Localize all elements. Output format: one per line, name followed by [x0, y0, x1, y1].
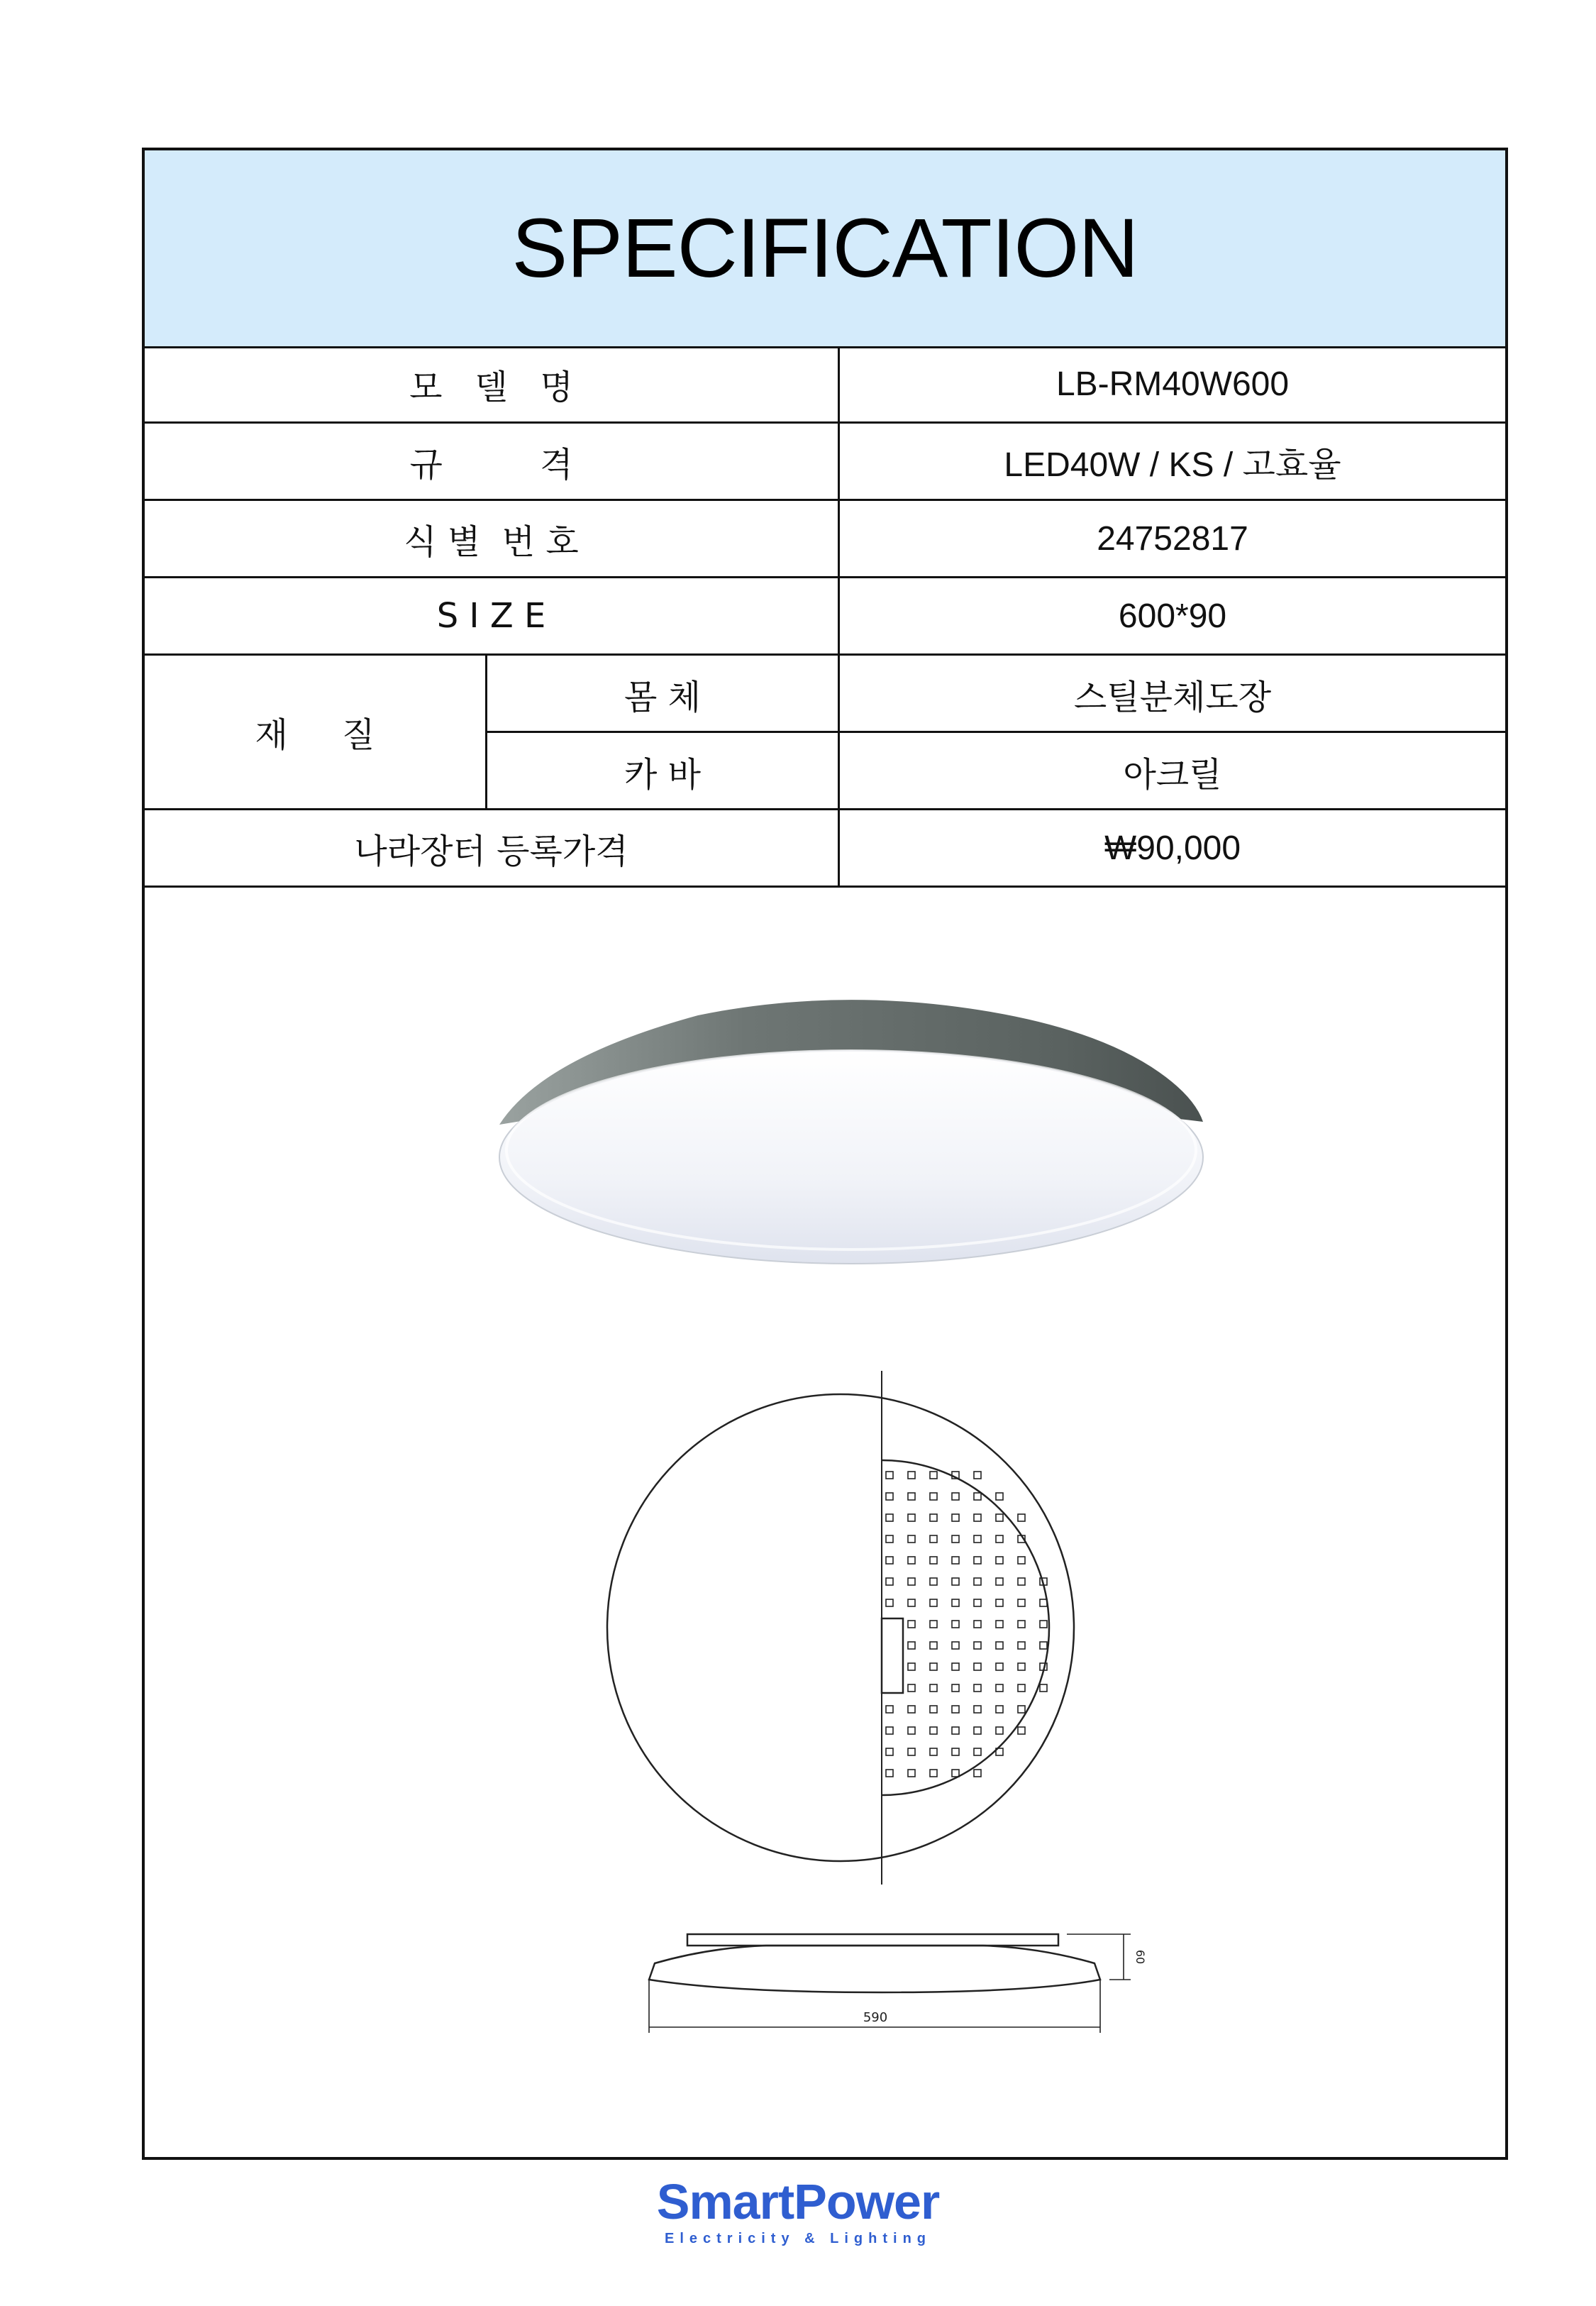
led-dot: [952, 1535, 959, 1543]
spec-table: [145, 346, 1505, 888]
led-dot: [930, 1557, 937, 1564]
page-title: SPECIFICATION: [511, 202, 1138, 295]
led-dot: [996, 1557, 1003, 1564]
row-standard: [145, 424, 1505, 501]
led-dot: [974, 1684, 981, 1692]
led-dot: [1018, 1684, 1025, 1692]
led-dot: [1018, 1727, 1025, 1734]
logo-tagline: Electricity & Lighting: [664, 2231, 932, 2246]
led-dot: [908, 1535, 915, 1543]
led-dot: [1018, 1514, 1025, 1521]
led-dot: [1040, 1642, 1047, 1649]
size-value: 600*90: [1118, 597, 1227, 635]
spec-sheet: [142, 148, 1508, 2160]
led-dot: [908, 1663, 915, 1670]
led-dot: [886, 1599, 893, 1606]
led-dot: [952, 1493, 959, 1500]
product-photo: [499, 1000, 1203, 1264]
led-dot: [908, 1727, 915, 1734]
led-dot: [908, 1578, 915, 1585]
title-band: [145, 150, 1505, 348]
led-dot: [908, 1684, 915, 1692]
led-dot: [908, 1514, 915, 1521]
led-dot: [1040, 1599, 1047, 1606]
row-model: [145, 346, 1505, 424]
led-dot: [886, 1493, 893, 1500]
led-dot: [886, 1770, 893, 1777]
led-dot: [974, 1557, 981, 1564]
led-dot: [952, 1748, 959, 1755]
led-dot: [952, 1770, 959, 1777]
price-value: ₩90,000: [1104, 829, 1241, 867]
led-dot: [974, 1493, 981, 1500]
model-value: LB-RM40W600: [1055, 365, 1290, 403]
led-dot: [1018, 1642, 1025, 1649]
led-dot: [952, 1557, 959, 1564]
led-dot: [930, 1599, 937, 1606]
plan-view-drawing: [607, 1371, 1074, 1885]
led-dot: [886, 1535, 893, 1543]
row-size: [145, 578, 1505, 656]
led-dot: [974, 1642, 981, 1649]
led-dot: [996, 1514, 1003, 1521]
led-dot: [1040, 1621, 1047, 1628]
led-dot: [908, 1642, 915, 1649]
led-dot: [1018, 1706, 1025, 1713]
led-dot: [1018, 1663, 1025, 1670]
standard-value: LED40W / KS / 고효율: [1004, 446, 1341, 484]
led-dot: [952, 1727, 959, 1734]
led-dot: [996, 1621, 1003, 1628]
led-dot: [1018, 1599, 1025, 1606]
led-dot: [996, 1684, 1003, 1692]
material-cover-label: 카 바: [487, 733, 840, 810]
led-dot: [974, 1727, 981, 1734]
led-dot: [930, 1621, 937, 1628]
led-dot: [996, 1493, 1003, 1500]
material-body-label: 몸 체: [487, 656, 840, 733]
led-dot: [952, 1706, 959, 1713]
row-price: [145, 810, 1505, 888]
led-dot: [974, 1472, 981, 1479]
led-dot: [996, 1599, 1003, 1606]
led-dot: [974, 1663, 981, 1670]
material-body-value: 스틸분체도장: [1073, 678, 1272, 717]
led-dot: [930, 1642, 937, 1649]
product-drawings: [145, 895, 1505, 2158]
led-dot-grid: [886, 1472, 1047, 1777]
led-dot: [1040, 1684, 1047, 1692]
material-label: 재 질: [145, 656, 487, 808]
led-dot: [886, 1706, 893, 1713]
led-dot: [930, 1578, 937, 1585]
led-dot: [886, 1727, 893, 1734]
led-dot: [930, 1472, 937, 1479]
led-dot: [908, 1706, 915, 1713]
led-dot: [930, 1514, 937, 1521]
led-dot: [908, 1493, 915, 1500]
row-id-number: [145, 501, 1505, 578]
led-dot: [996, 1706, 1003, 1713]
led-dot: [974, 1578, 981, 1585]
product-illustrations: [145, 895, 1505, 2158]
led-dot: [952, 1599, 959, 1606]
led-dot: [974, 1599, 981, 1606]
id-number-value: 24752817: [1097, 519, 1248, 558]
material-cover-value: 아크릴: [1123, 755, 1222, 795]
led-dot: [886, 1472, 893, 1479]
led-dot: [930, 1727, 937, 1734]
logo-wordmark: SmartPower: [656, 2174, 940, 2229]
led-dot: [886, 1748, 893, 1755]
led-dot: [974, 1514, 981, 1521]
led-dot: [996, 1535, 1003, 1543]
led-dot: [1018, 1621, 1025, 1628]
led-dot: [952, 1663, 959, 1670]
led-dot: [908, 1599, 915, 1606]
standard-label: 규 격: [145, 424, 840, 499]
led-dot: [930, 1684, 937, 1692]
led-dot: [908, 1621, 915, 1628]
led-dot: [974, 1748, 981, 1755]
led-dot: [952, 1578, 959, 1585]
id-number-label: 식 별 번 호: [145, 501, 840, 576]
led-dot: [930, 1706, 937, 1713]
led-dot: [930, 1493, 937, 1500]
row-material: [145, 656, 1505, 810]
led-dot: [1018, 1557, 1025, 1564]
led-dot: [908, 1557, 915, 1564]
led-dot: [908, 1770, 915, 1777]
side-view-drawing: [649, 1934, 1131, 2033]
led-dot: [952, 1684, 959, 1692]
led-dot: [908, 1472, 915, 1479]
size-label: S I Z E: [145, 578, 840, 653]
led-dot: [996, 1663, 1003, 1670]
led-dot: [952, 1642, 959, 1649]
led-dot: [974, 1706, 981, 1713]
led-dot: [886, 1514, 893, 1521]
led-dot: [930, 1748, 937, 1755]
led-dot: [996, 1727, 1003, 1734]
width-dimension-label: 590: [863, 2010, 888, 2025]
led-dot: [930, 1663, 937, 1670]
led-dot: [996, 1578, 1003, 1585]
led-dot: [974, 1770, 981, 1777]
led-dot: [908, 1748, 915, 1755]
led-dot: [886, 1557, 893, 1564]
price-label: 나라장터 등록가격: [145, 810, 840, 886]
led-dot: [996, 1642, 1003, 1649]
led-dot: [1018, 1578, 1025, 1585]
led-dot: [974, 1535, 981, 1543]
model-label: 모 델 명: [145, 346, 840, 421]
brand-logo: [0, 2174, 1596, 2247]
led-dot: [930, 1770, 937, 1777]
led-dot: [974, 1621, 981, 1628]
height-dimension-label: 60: [1134, 1949, 1147, 1965]
led-dot: [952, 1514, 959, 1521]
led-dot: [952, 1621, 959, 1628]
led-dot: [930, 1535, 937, 1543]
led-dot: [886, 1578, 893, 1585]
